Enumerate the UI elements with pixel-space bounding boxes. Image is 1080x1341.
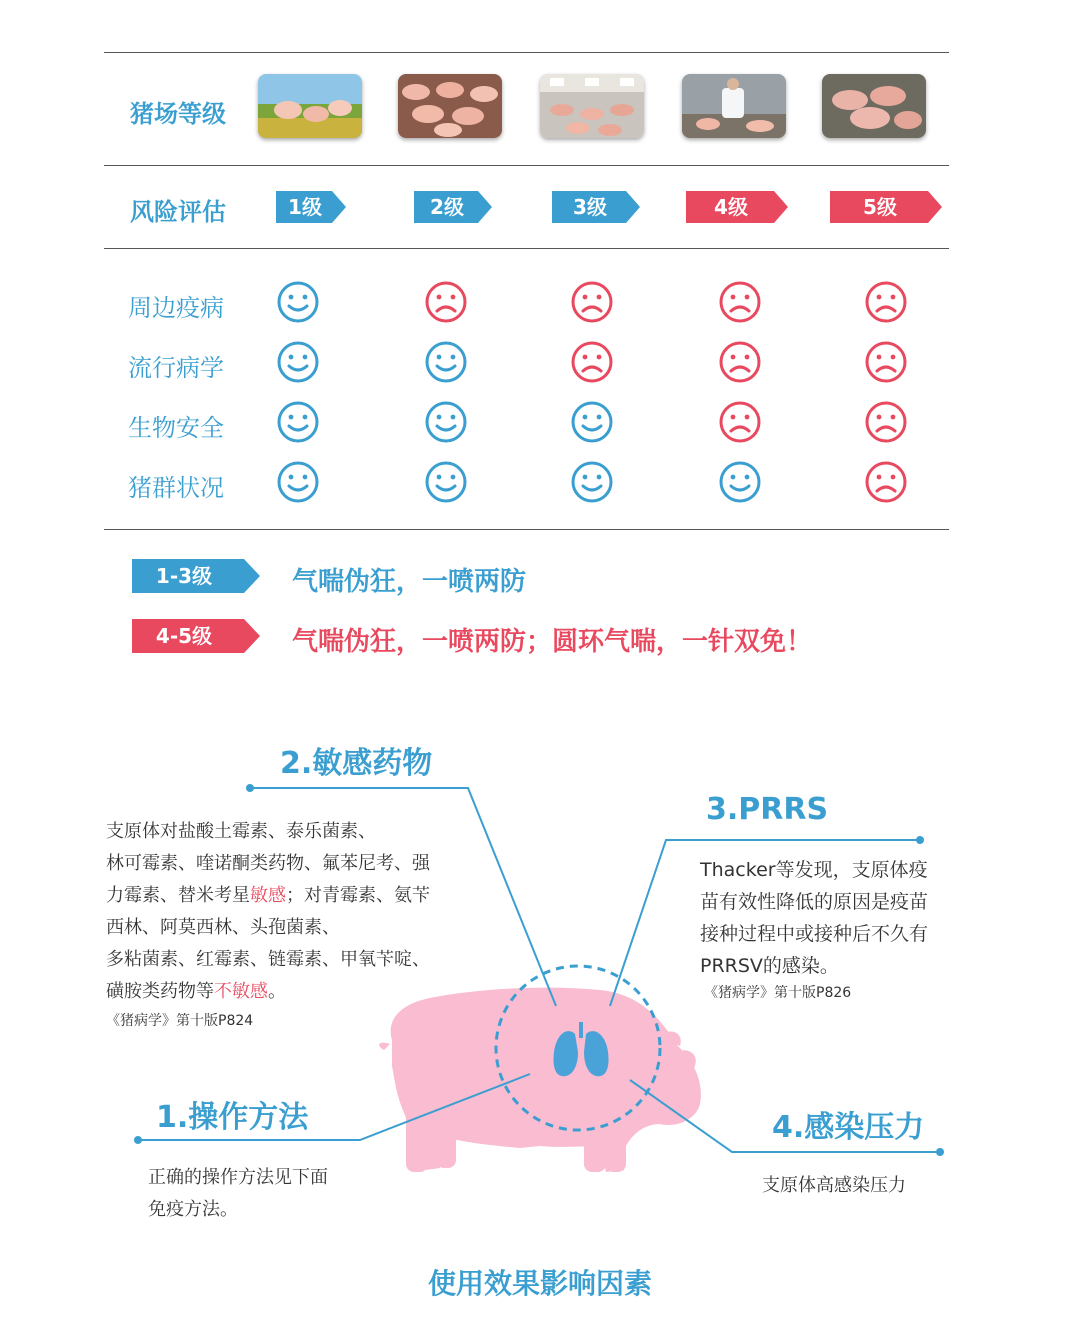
connector-dot-1 <box>134 1136 142 1144</box>
factor-3-line-4: PRRSV的感染。 <box>700 955 839 977</box>
connector-dot-4 <box>936 1148 944 1156</box>
connector-dot-2 <box>246 784 254 792</box>
level-label-2: 2级 <box>430 195 464 219</box>
level-label-1: 1级 <box>288 195 322 219</box>
factor-4-line-1: 支原体高感染压力 <box>762 1175 906 1196</box>
criterion-label-3: 生物安全 <box>128 414 224 442</box>
factor-2-line-1: 支原体对盐酸土霉素、泰乐菌素、 <box>106 821 376 842</box>
factor-2-citation: 《猪病学》第十版P824 <box>106 1013 254 1029</box>
level-label-3: 3级 <box>573 195 607 219</box>
factor-text-1 <box>148 1162 328 1226</box>
factor-2-line-2: 林可霉素、喹诺酮类药物、氟苯尼考、强 <box>106 853 430 874</box>
factor-title-1: 1.操作方法 <box>156 1100 309 1135</box>
factor-text-4 <box>762 1170 906 1202</box>
sensitive-highlight: 敏感 <box>250 885 286 906</box>
legend-text-4-5: 气喘伪狂，一喷两防；圆环气喘，一针双免！ <box>292 627 813 657</box>
footer-title: 使用效果影响因素 <box>427 1267 652 1300</box>
factor-title-3: 3.PRRS <box>706 792 829 827</box>
legend-tag-label-4-5: 4-5级 <box>155 624 213 648</box>
connector-dot-3 <box>916 836 924 844</box>
factor-2-line-5: 多粘菌素、红霉素、链霉素、甲氧苄啶、 <box>106 949 430 970</box>
factor-1-line-1: 正确的操作方法见下面 <box>148 1167 328 1188</box>
criterion-label-1: 周边疫病 <box>128 294 224 322</box>
factor-2-line-3-a: 力霉素、替米考星 <box>106 885 250 906</box>
factor-3-line-2: 苗有效性降低的原因是疫苗 <box>700 891 929 913</box>
insensitive-highlight: 不敏感 <box>214 981 268 1002</box>
factor-text-2 <box>106 816 430 1008</box>
factor-1-line-2: 免疫方法。 <box>148 1199 238 1220</box>
factor-title-2: 2.敏感药物 <box>280 746 433 781</box>
factor-text-3 <box>700 854 928 982</box>
factor-3-line-1: Thacker等发现，支原体疫 <box>700 859 928 881</box>
legend-tag-label-1-3: 1-3级 <box>155 564 213 588</box>
criterion-label-4: 猪群状况 <box>128 474 224 502</box>
level-label-4: 4级 <box>714 195 748 219</box>
criterion-label-2: 流行病学 <box>128 354 224 382</box>
factor-title-4: 4.感染压力 <box>772 1110 925 1145</box>
row-label-farm-level: 猪场等级 <box>130 100 226 128</box>
factor-3-line-3: 接种过程中或接种后不久有 <box>700 923 929 945</box>
row-label-risk-assessment: 风险评估 <box>130 198 226 226</box>
factor-2-line-3 <box>106 880 430 912</box>
factor-2-line-3-b: ；对青霉素、氨苄 <box>286 885 430 906</box>
factor-2-line-6-a: 磺胺类药物等 <box>106 981 214 1002</box>
legend-text-1-3: 气喘伪狂，一喷两防 <box>292 567 527 597</box>
factor-2-line-6 <box>106 976 430 1008</box>
factor-3-citation: 《猪病学》第十版P826 <box>704 985 852 1001</box>
level-label-5: 5级 <box>863 195 897 219</box>
factor-2-line-6-b: 。 <box>268 981 286 1002</box>
factor-2-line-4: 西林、阿莫西林、头孢菌素、 <box>106 917 340 938</box>
